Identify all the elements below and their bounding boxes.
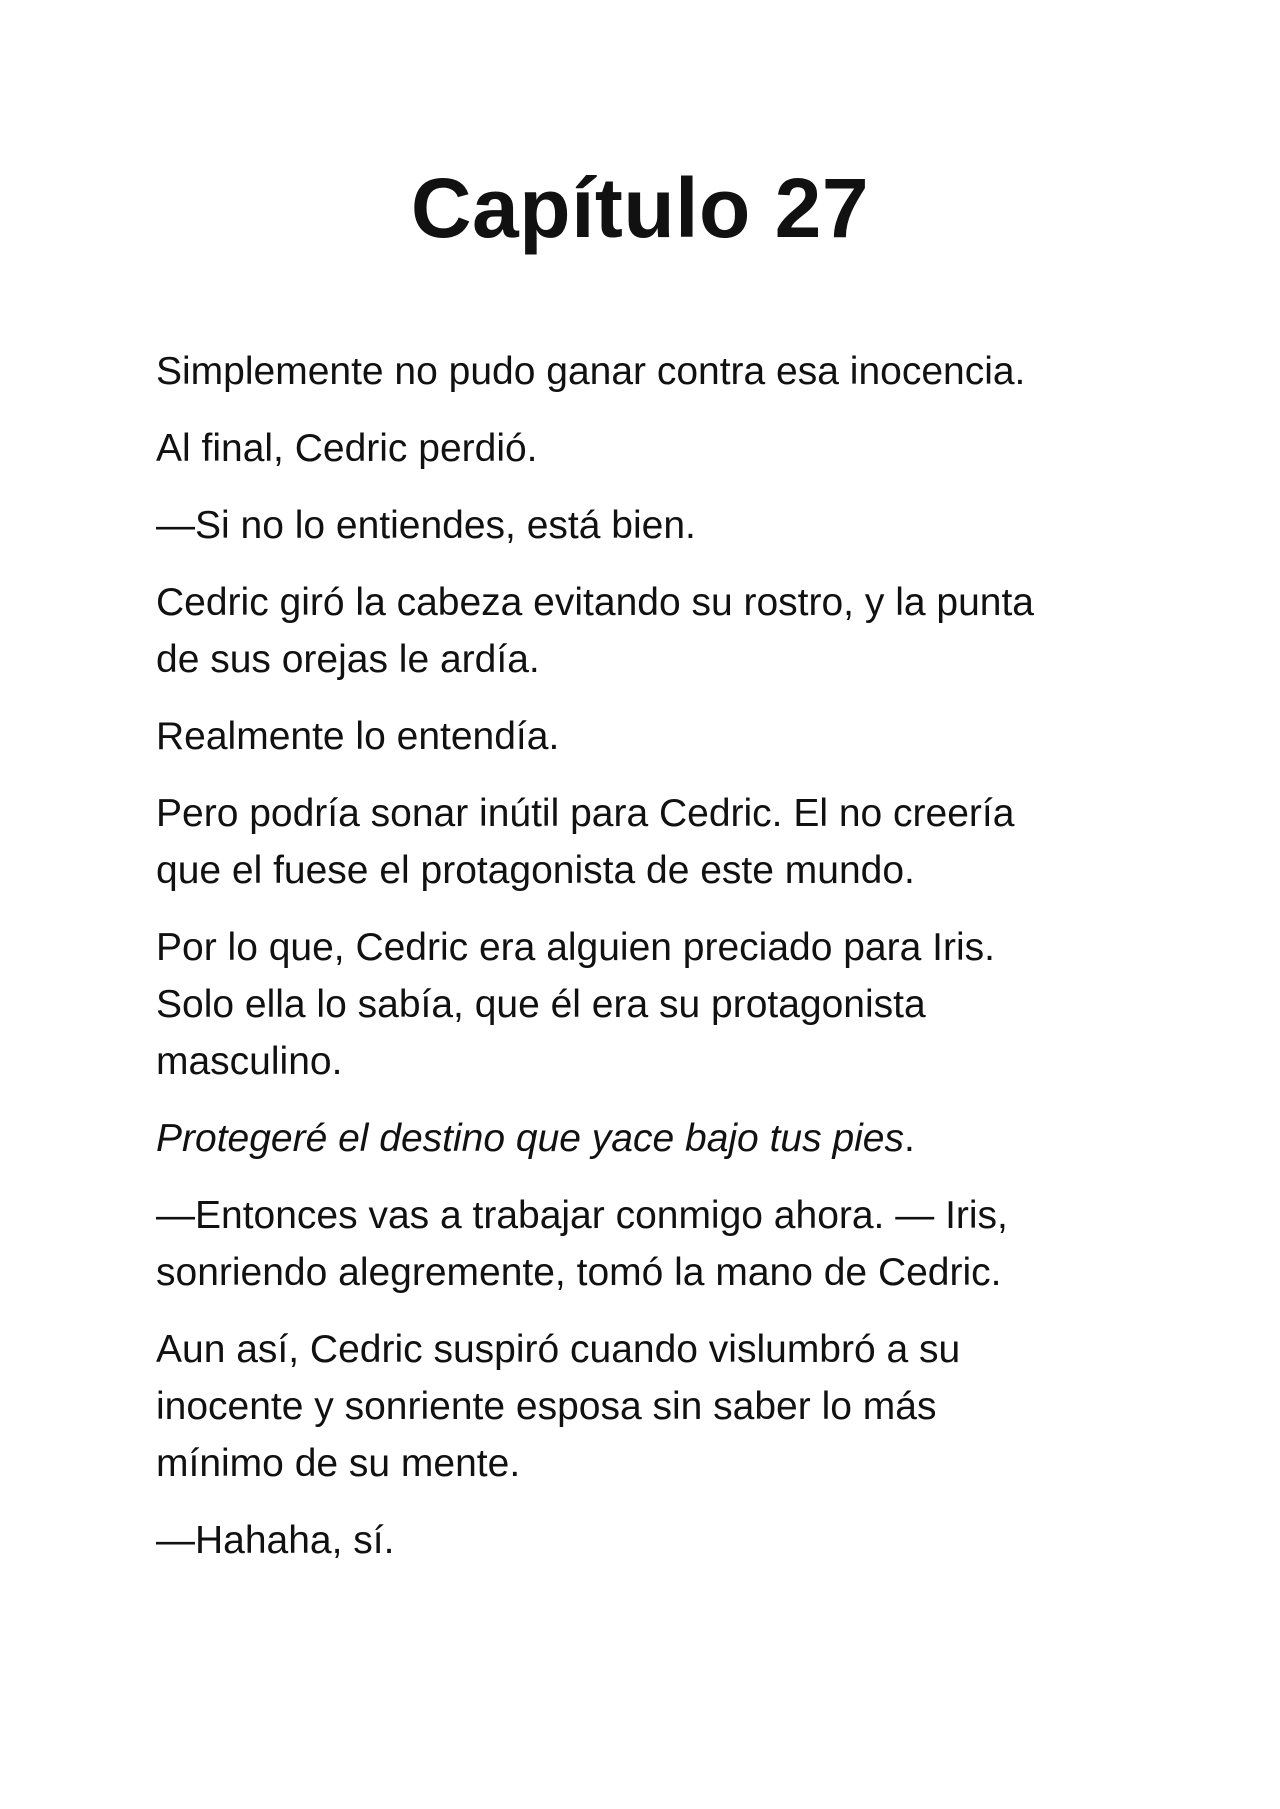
- paragraph-6: [156, 785, 1156, 899]
- italic-thought: Protegeré el destino que yace bajo tus pies: [156, 1117, 904, 1160]
- paragraph-8-italic: [156, 1110, 1156, 1167]
- paragraph-line: Al final, Cedric perdió.: [156, 427, 538, 470]
- paragraph-line: que el fuese el protagonista de este mundo.: [156, 849, 915, 892]
- paragraph-line: Aun así, Cedric suspiró cuando vislumbró a su: [156, 1328, 961, 1371]
- paragraph-line: Solo ella lo sabía, que él era su protagonista: [156, 983, 926, 1026]
- paragraph-line: sonriendo alegremente, tomó la mano de Cedric.: [156, 1251, 1002, 1294]
- paragraph-line: Por lo que, Cedric era alguien preciado para Iris.: [156, 926, 995, 969]
- paragraph-line: inocente y sonriente esposa sin saber lo más: [156, 1385, 937, 1428]
- trailing-period: .: [904, 1117, 915, 1160]
- paragraph-line: —Hahaha, sí.: [156, 1519, 395, 1562]
- paragraph-line: masculino.: [156, 1040, 343, 1083]
- paragraph-3: [156, 497, 1156, 554]
- paragraph-5: [156, 708, 1156, 765]
- paragraph-2: [156, 420, 1156, 477]
- paragraph-line: Cedric giró la cabeza evitando su rostro, y la punta: [156, 581, 1034, 624]
- paragraph-line: —Si no lo entiendes, está bien.: [156, 504, 696, 547]
- chapter-title: Capítulo 27: [410, 161, 870, 255]
- paragraph-line: Pero podría sonar inútil para Cedric. El no creería: [156, 792, 1015, 835]
- paragraph-line: de sus orejas le ardía.: [156, 638, 540, 681]
- paragraph-4: [156, 574, 1156, 688]
- paragraph-line: Realmente lo entendía.: [156, 715, 560, 758]
- paragraph-9: [156, 1187, 1156, 1301]
- paragraph-1: [156, 343, 1156, 400]
- paragraph-line: Simplemente no pudo ganar contra esa inocencia.: [156, 350, 1026, 393]
- chapter-body: [156, 343, 1156, 1589]
- paragraph-line: —Entonces vas a trabajar conmigo ahora. — Iris,: [156, 1194, 1008, 1237]
- paragraph-7: [156, 919, 1156, 1090]
- paragraph-line: mínimo de su mente.: [156, 1442, 521, 1485]
- paragraph-10: [156, 1321, 1156, 1492]
- paragraph-11: [156, 1512, 1156, 1569]
